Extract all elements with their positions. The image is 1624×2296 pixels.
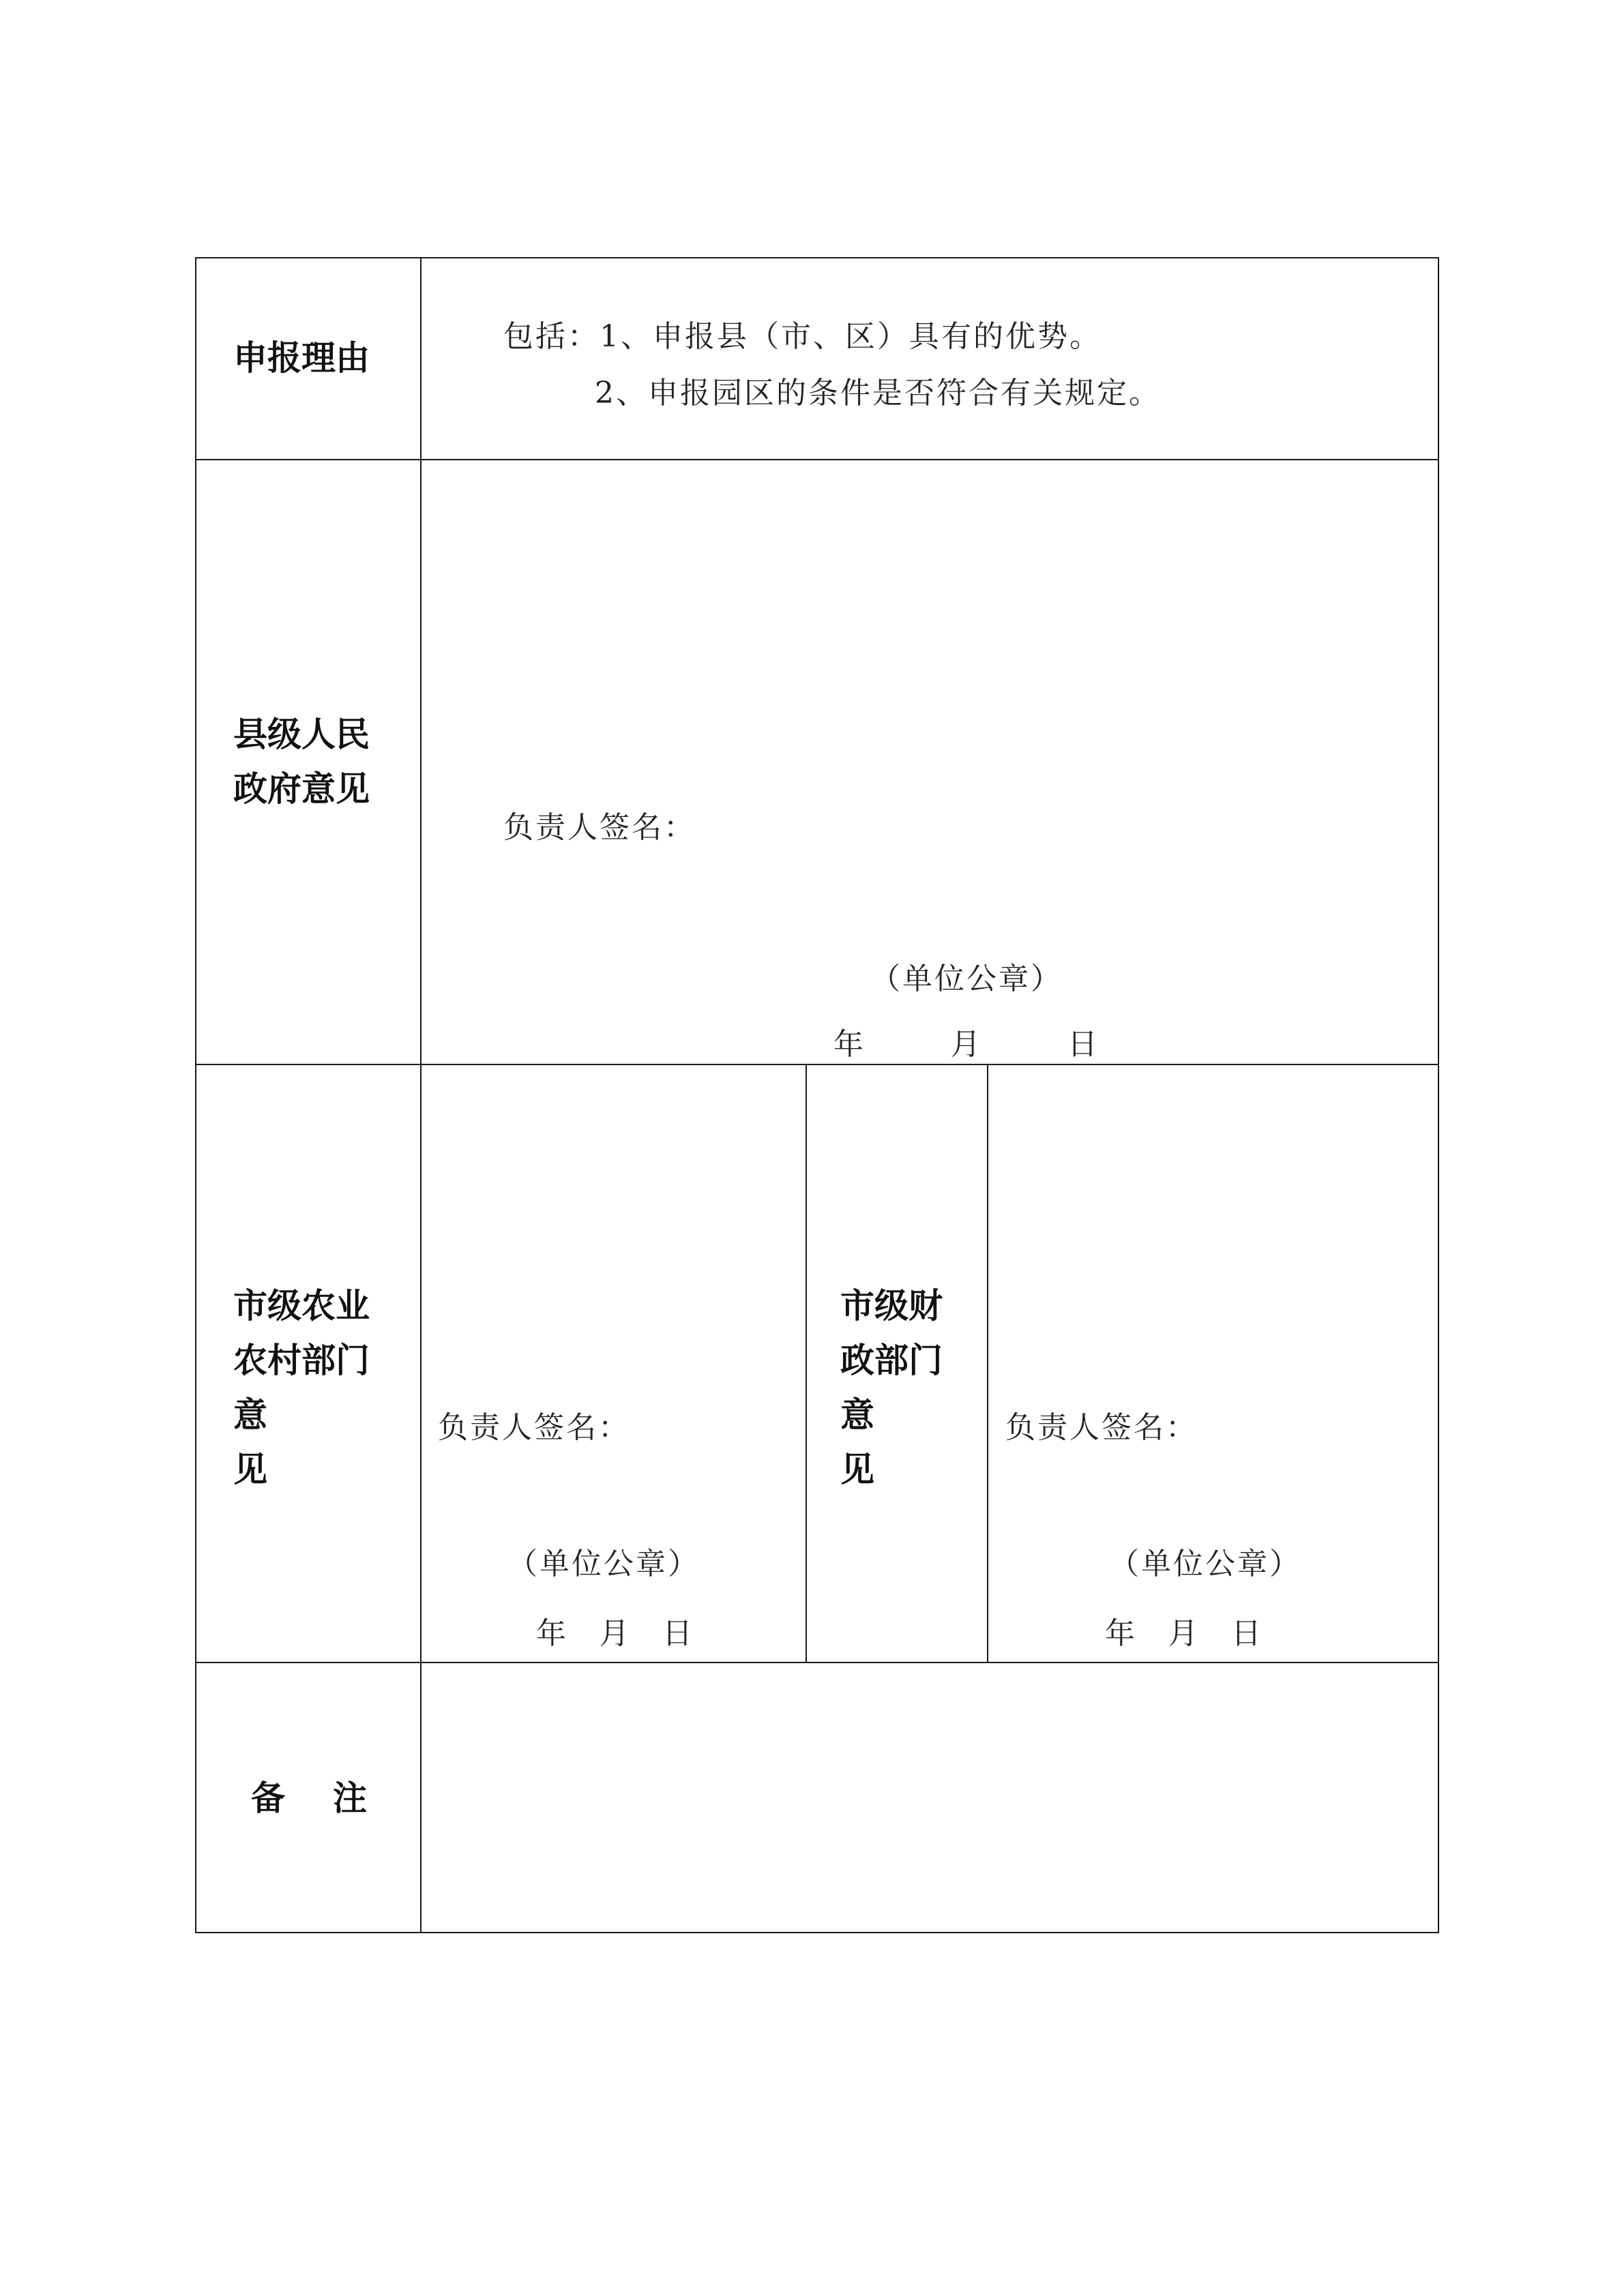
city-finance-date-month: 月 <box>1168 1616 1200 1651</box>
city-agri-date <box>536 1609 694 1652</box>
county-label-line-1: 县级人民 <box>233 715 370 754</box>
city-agri-date-year: 年 <box>536 1616 568 1651</box>
city-finance-signature-label: 负责人签名： <box>1005 1410 1198 1445</box>
city-agri-label-line-3a: 意 <box>233 1395 267 1435</box>
city-agri-date-month: 月 <box>599 1616 632 1651</box>
table-border-top <box>195 257 1439 258</box>
city-finance-label-line-3b: 见 <box>840 1450 874 1489</box>
city-agri-label-line-3b: 见 <box>233 1450 267 1489</box>
county-label-line-2: 政府意见 <box>233 769 370 809</box>
table-column-divider <box>987 1064 988 1663</box>
city-finance-seal-label: （单位公章） <box>1109 1547 1301 1581</box>
city-agri-label-line-2: 农村部门 <box>233 1341 370 1380</box>
remarks-label-a: 备 <box>251 1778 285 1818</box>
reason-label-text: 申报理由 <box>233 338 370 378</box>
city-agri-date-day: 日 <box>662 1616 694 1651</box>
city-agri-label-line-3 <box>233 1388 382 1497</box>
city-finance-date <box>1105 1609 1263 1652</box>
county-opinion-label <box>233 707 382 816</box>
city-finance-label-line-1: 市级财 <box>840 1286 943 1326</box>
county-date-year: 年 <box>833 1027 866 1062</box>
table-row-divider <box>195 1064 1439 1065</box>
table-column-divider <box>420 257 422 1933</box>
city-agri-seal-label: （单位公章） <box>507 1547 700 1581</box>
city-finance-date-day: 日 <box>1231 1616 1263 1651</box>
county-seal-label: （单位公章） <box>870 961 1063 996</box>
city-finance-date-year: 年 <box>1105 1616 1137 1651</box>
county-date <box>833 1019 1099 1063</box>
county-date-day: 日 <box>1067 1027 1099 1062</box>
reason-label <box>233 331 382 385</box>
city-finance-label-line-2: 政部门 <box>840 1341 943 1380</box>
table-border-left <box>195 257 196 1933</box>
table-border-right <box>1438 257 1439 1933</box>
city-finance-label-line-3a: 意 <box>840 1395 874 1435</box>
city-finance-opinion-label <box>840 1279 956 1497</box>
table-border-bottom <box>195 1932 1439 1933</box>
city-agri-opinion-label <box>233 1279 382 1497</box>
table-row-divider <box>195 1662 1439 1663</box>
city-agri-signature-label: 负责人签名： <box>438 1410 630 1445</box>
table-row-divider <box>195 459 1439 460</box>
county-signature-label: 负责人签名： <box>503 810 696 845</box>
table-column-divider <box>806 1064 807 1663</box>
county-date-month: 月 <box>950 1027 983 1062</box>
city-finance-label-line-3 <box>840 1388 956 1497</box>
reason-line-1: 包括：1、申报县（市、区）具有的优势。 <box>503 319 1102 354</box>
remarks-label <box>251 1771 367 1825</box>
city-agri-label-line-1: 市级农业 <box>233 1286 370 1326</box>
remarks-label-b: 注 <box>333 1778 367 1818</box>
remarks-content-cell[interactable] <box>423 1665 1436 1930</box>
application-form-table <box>195 257 1439 1933</box>
reason-line-2: 2、申报园区的条件是否符合有关规定。 <box>595 376 1161 411</box>
